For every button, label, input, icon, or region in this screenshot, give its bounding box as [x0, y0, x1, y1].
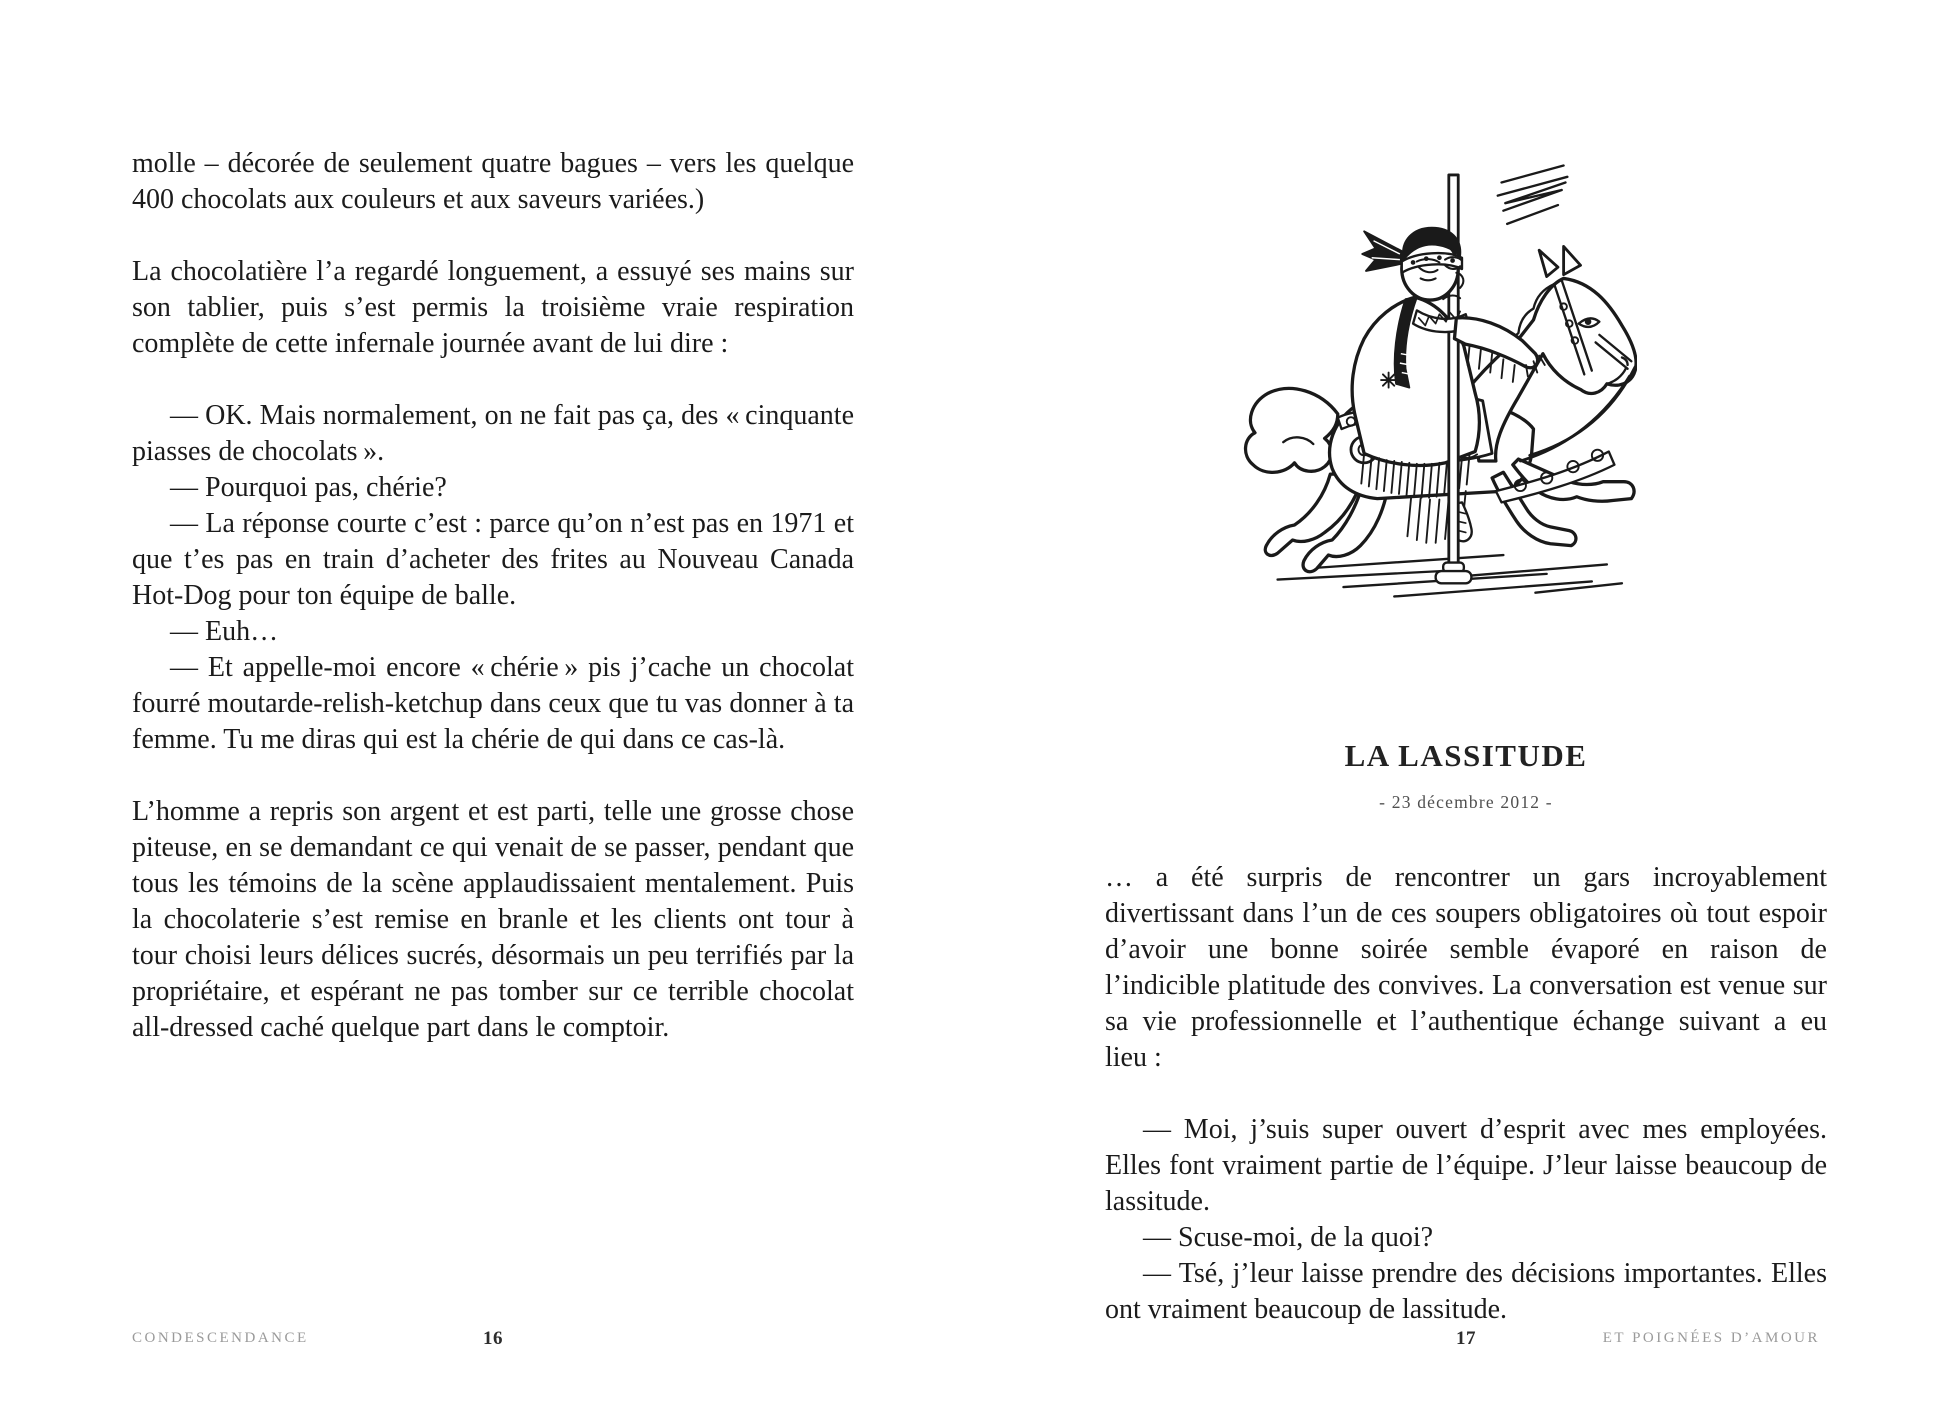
- paragraph: — Pourquoi pas, chérie?: [170, 472, 447, 503]
- paragraph: molle – décorée de seulement quatre bagues – vers les quelque 400 chocolats aux couleurs et aux saveurs variées.): [132, 148, 854, 215]
- running-footer-left: CONDESCENDANCE: [132, 1330, 309, 1346]
- page-number-right: 17: [1456, 1328, 1476, 1349]
- paragraph: — Tsé, j’leur laisse prendre des décisions importantes. Elles ont vraiment beaucoup de lassitude.: [1105, 1258, 1827, 1325]
- paragraph: — Scuse-moi, de la quoi?: [1143, 1222, 1434, 1253]
- paragraph: — Moi, j’suis super ouvert d’esprit avec mes employées. Elles font vraiment partie de l’équipe. J’leur laisse beaucoup de lassitude.: [1105, 1114, 1827, 1217]
- paragraph: — La réponse courte c’est : parce qu’on n’est pas en 1971 et que t’es pas en train d’acheter des frites au Nouveau Canada Hot-Dog pour ton équipe de balle.: [132, 508, 854, 611]
- page-number-left: 16: [483, 1328, 503, 1349]
- paragraph: La chocolatière l’a regardé longuement, a essuyé ses mains sur son tablier, puis s’est permis la troisième vraie respiration complète de cette infernale journée avant de lui dire :: [132, 256, 854, 359]
- carousel-horse-illustration: [1223, 136, 1637, 626]
- paragraph: … a été surpris de rencontrer un gars incroyablement divertissant dans l’un de ces soupers obligatoires où tout espoir d’avoir une bonne soirée semble évaporé en raison de l’indicible platitude des convives. La conversation est venue sur sa vie professionnelle et l’authentique échange suivant a eu lieu :: [1105, 862, 1827, 1073]
- chapter-title: LA LASSITUDE: [1344, 738, 1588, 773]
- paragraph: — Euh…: [170, 616, 279, 647]
- motion-lines-icon: [1498, 166, 1568, 224]
- paragraph: — OK. Mais normalement, on ne fait pas ça, des « cinquante piasses de chocolats ».: [132, 400, 854, 467]
- paragraph: L’homme a repris son argent et est parti, telle une grosse chose piteuse, en se demandant ce qui venait de se passer, pendant que tous les témoins de la scène applaudissaient mentalement. Puis la chocolaterie s’est remise en branle et les clients ont tour à tour choisi leurs délices sucrés, désormais un peu terrifiés par la propriétaire, et espérant ne pas tomber sur ce terrible chocolat all-dressed caché quelque part dans le comptoir.: [132, 796, 854, 1043]
- right-page: [1105, 0, 1827, 1415]
- chapter-date: - 23 décembre 2012 -: [1379, 792, 1553, 812]
- paragraph: — Et appelle-moi encore « chérie » pis j’cache un chocolat fourré moutarde-relish-ketchup dans ceux que tu vas donner à ta femme. Tu me diras qui est la chérie de qui dans ce cas-là.: [132, 652, 854, 755]
- right-page-text: [1105, 860, 1827, 1328]
- running-footer-right: ET POIGNÉES D’AMOUR: [1602, 1330, 1820, 1346]
- left-page-text: [132, 146, 854, 1046]
